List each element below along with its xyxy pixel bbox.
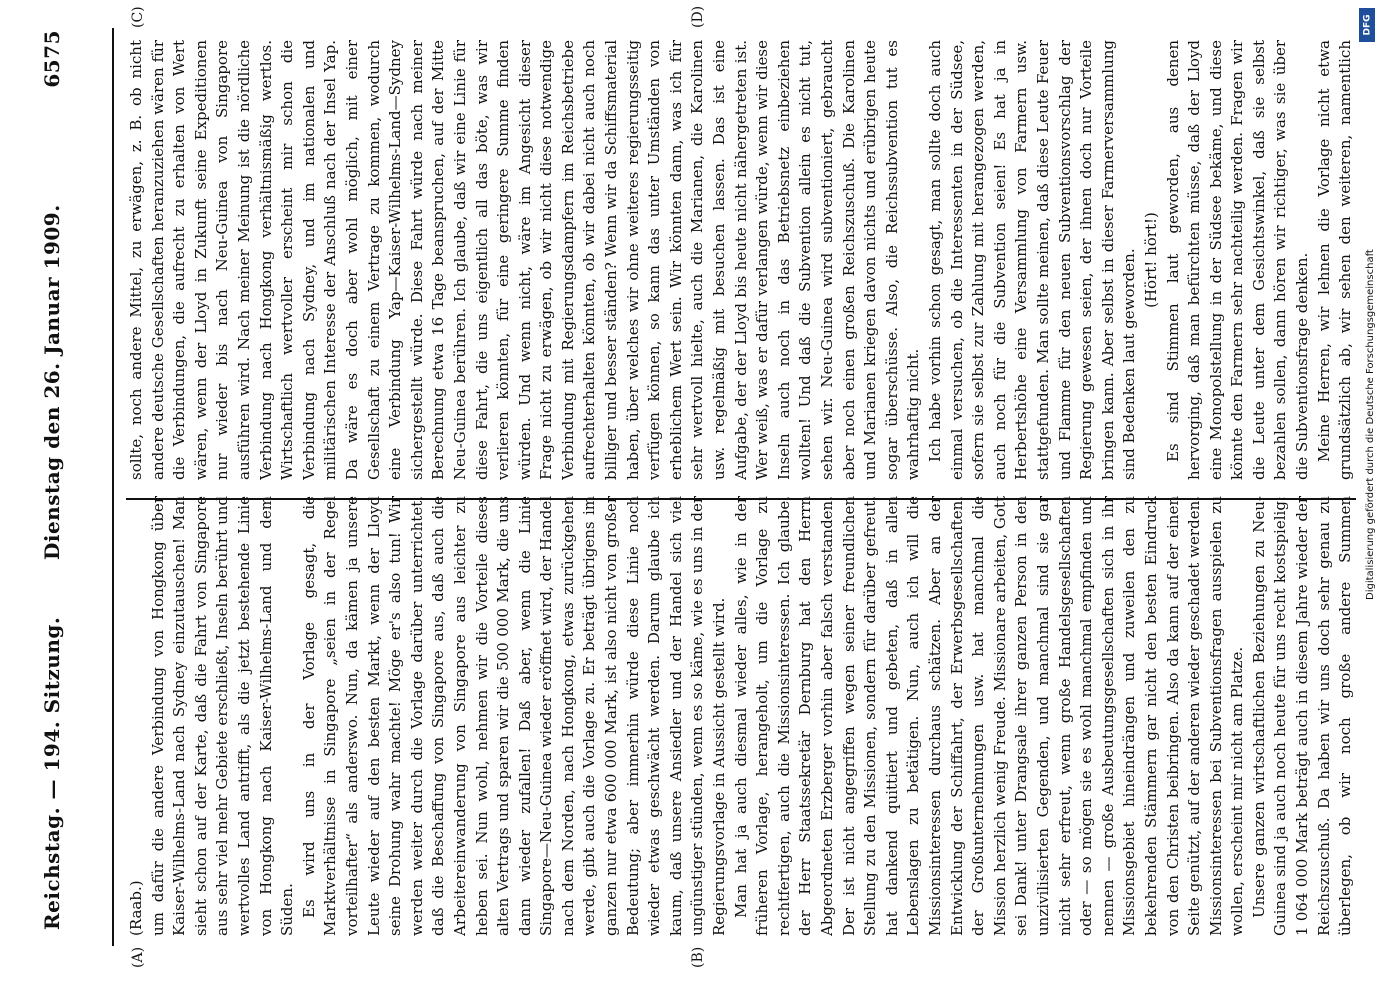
paragraph: sollte, noch andere Mittel, zu erwägen, z. B. ob nicht andere deutsche Gesellschaften heranzuziehen wären für die Verbindungen, die aufrecht zu erhalten von Wert wären, wenn der Lloyd in Zukunft seine Expeditionen nur wieder bis nach Neu-Guinea von Singapore ausführen wird. Nach meiner Meinung ist die nördliche Verbindung nach Hongkong verhältnismäßig wertlos. Wirtschaftlich wertvoller erscheint mir schon die Verbindung nach Sydney, und im nationalen und militärischen Interesse der Anschluß nach der Insel Yap. Da wäre es doch aber wohl möglich, mit einer Gesellschaft zu einem Vertrage zu kommen, wodurch eine Verbindung Yap—Kaiser-Wilhelms-Land—Sydney sichergestellt würde. Diese Fahrt würde nach meiner Berechnung etwa 16 Tage beanspruchen, auf der Mitte Neu-Guinea berühren. Ich glaube, daß wir eine Linie für diese Fahrt, die uns eigentlich all das böte, was wir verlieren könnten, für eine geringere Summe finden würden. Und wenn nicht, wäre im Angesicht dieser Frage nicht zu erwägen, ob wir nicht diese notwendige Verbindung mit Regierungsdampfern im Reichsbetriebe aufrechterhalten könnten, ob wir dabei nicht auch noch billiger und besser ständen? Wenn wir da Schiffsmaterial haben, über welches wir ohne weiteres regierungsseitig verfügen können, so kann das unter Umständen von erheblichem Wert sein. Wir könnten dann, was ich für sehr wertvoll hielte, auch die Marianen, die Karolinen usw. regelmäßig mit besuchen lassen. Das ist eine Aufgabe, der der Lloyd bis heute nicht nähergetreten ist. Wer weiß, was er dafür verlangen würde, wenn wir diese Inseln auch noch in das Betriebsnetz einbeziehen wollten! Und daß die Subvention allein es nicht tut, sehen wir. Neu-Guinea wird subventioniert, gebraucht aber noch einen großen Reichszuschuß. Die Karolinen und Marianen kriegen davon nichts und erübrigen heute sogar überschüsse. Also, die Reichssubvention tut es wahrhaftig nicht. [127,40,923,480]
paragraph: Es sind Stimmen laut geworden, aus denen hervorging, daß man befürchten müsse, daß der Lloyd eine Monopolstellung in der Südsee bekäme, und diese könnte den Farmern sehr nachteilig werden. Fragen wir die Leute unter dem Gesichtswinkel, daß sie selbst bezahlen sollen, dann hören wir richtiger, was sie über die Subventionsfrage denken. [1163,40,1312,480]
digitization-note: Digitalisierung gefördert durch die Deutsche Forschungsgemeinschaft [1365,249,1376,600]
dfg-logo-text: DFG [1362,14,1373,36]
paragraph: Unsere ganzen wirtschaftlichen Beziehungen zu Neu-Guinea sind ja auch noch heute für uns recht kostspielig: 1 064 000 Mark beträgt auch in diesem Jahre wieder der Reichszuschuß. Da haben wir uns doch sehr genau zu überlegen, ob wir noch große andere Summen [1249,496,1355,936]
paragraph: Meine Herren, wir lehnen die Vorlage nicht etwa grundsätzlich ab, wir sehen den weiteren, namentlich [1314,40,1355,480]
margin-label-b: (B) [690,946,706,968]
speaker-tag: (Raab.) [127,880,145,936]
margin-label-c: (C) [130,6,146,28]
right-text-column [126,40,1356,480]
dfg-logo [1359,8,1375,42]
paragraph: Es wird uns in der Vorlage gesagt, die Marktverhältnisse in Singapore „seien in der Regel vorteilhafter“ als anderswo. Nun, da kämen ja unsere Leute wieder auf den besten Markt, wenn der Lloyd seine Drohung wahr machte! Möge er's also tun! Wir werden weiter durch die Vorlage darüber unterrichtet, daß die Beschaffung von Singapore aus, daß auch die Arbeitereinwanderung von Singapore aus leichter zu heben sei. Nun wohl, nehmen wir die Vorteile dieses alten Vertrags und sparen wir die 500 000 Mark, die uns dann wieder zufallen! Daß aber, wenn die Linie Singapore—Neu-Guinea wieder eröffnet wird, der Handel nach dem Norden, nach Hongkong, etwas zurückgehen werde, gibt auch die Vorlage zu. Er beträgt übrigens im ganzen nur etwa 600 000 Mark, ist also nicht von großer Bedeutung; aber immerhin würde diese Linie noch wieder etwas geschwächt werden. Darum glaube ich kaum, daß unsere Ansiedler und der Handel sich viel ungünstiger stünden, wenn es so käme, wie es uns in der Regierungsvorlage in Aussicht gestellt wird. [299,496,729,936]
margin-label-d: (D) [690,5,706,28]
column-divider [126,498,1356,500]
paragraph: Man hat ja auch diesmal wieder alles, wie in der früheren Vorlage, herangeholt, um die Vorlage zu rechtfertigen, auch die Missionsinteressen. Ich glaube, der Herr Staatssekretär Dernburg hat den Herrn Abgeordneten Erzberger vorhin aber falsch verstanden. Der ist nicht angegriffen wegen seiner freundlichen Stellung zu den Missionen, sondern für darüber gefreut, hat dankend quittiert und gebeten, daß in allen Lebenslagen zu betätigen. Nun, auch ich will die Missionsinteressen durchaus schätzen. Aber an der Entwicklung der Schiffahrt, der Erwerbsgesellschaften, der Großunternehmungen usw. hat manchmal die Mission herzlich wenig Freude. Missionare arbeiten, Gott sei Dank! unter Drangsale ihrer ganzen Person in den unzivilisierten Gegenden, und manchmal sind sie gar nicht sehr erfreut, wenn große Handelsgesellschaften oder — so mögen sie es wohl manchmal empfinden und nennen — große Ausbeutungsgesellschaften sich in ihr Missionsgebiet hineindrängen und zuweilen den zu bekehrenden Stämmern gar nicht den besten Eindruck von den Christen beibringen. Also da kann auf der einen Seite genützt, auf der anderen wieder geschadet werden. Missionsinteressen bei Subventionsfragen ausspielen zu wollen, erscheint mir nicht am Platze. [731,496,1247,936]
header-rule [112,28,114,946]
header-left-title: Reichstag. — 194. Sitzung. [40,616,64,930]
paragraph: Ich habe vorhin schon gesagt, man sollte doch auch einmal versuchen, ob die Interessenten in der Südsee, sofern sie selbst zur Zahlung mit herangezogen werden, auch noch für die Subvention seien! Es hat ja in Herbertshöhe eine Versammlung von Farmern usw. stattgefunden. Man sollte meinen, daß diese Leute Feuer und Flamme für den neuen Subventionsvorschlag der Regierung gewesen seien, der ihnen doch nur Vorteile bringen kann. Aber selbst in dieser Farmerversammlung sind Bedenken laut geworden. [925,40,1139,480]
header-date: Dienstag den 26. Januar 1909. [40,204,64,560]
interjection: (Hört! hört!) [1141,212,1160,308]
left-text-column [126,496,1356,936]
margin-label-a: (A) [130,946,146,968]
page-number: 6575 [40,30,64,88]
paragraph: um dafür die andere Verbindung von Hongkong über Kaiser-Wilhelms-Land nach Sydney einzutauschen! Man sieht schon auf der Karte, daß die Fahrt von Singapore aus sehr viel mehr Gebiete erschließt, Inseln berührt und wertvolles Land antrifft, als die jetzt bestehende Linie von Hongkong nach Kaiser-Wilhelms-Land und dem Süden. [148,496,297,936]
